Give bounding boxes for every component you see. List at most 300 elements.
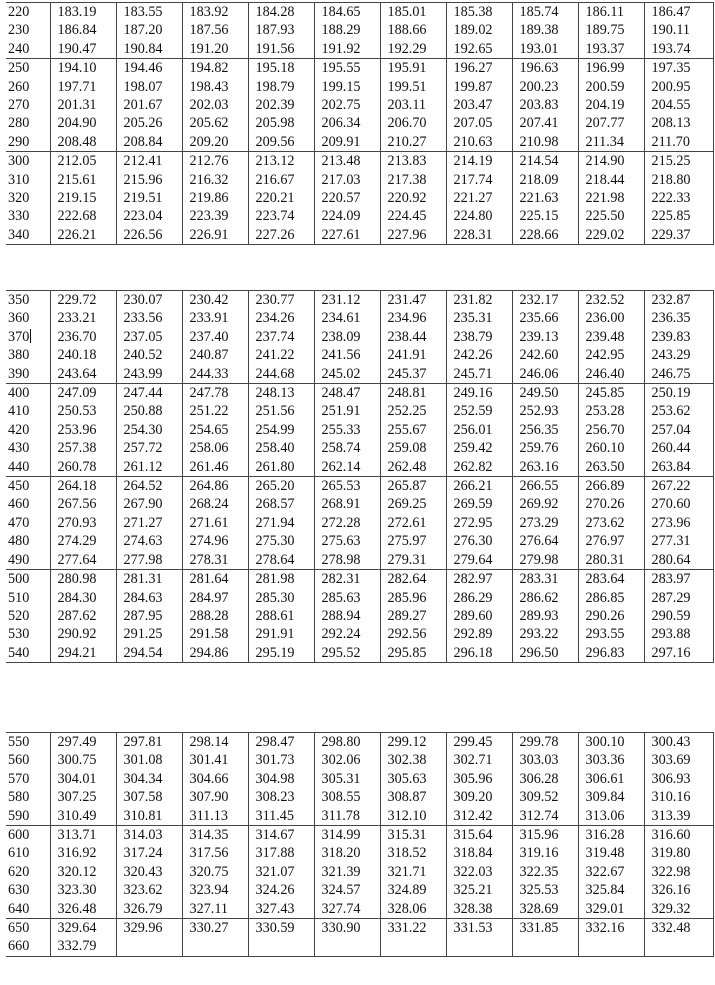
value-cell: 234.61: [314, 309, 380, 327]
value-cell: 208.48: [50, 133, 116, 152]
value-cell: 270.26: [578, 495, 644, 513]
row-key-cell: [6, 40, 50, 59]
value-cell: 310.49: [50, 807, 116, 826]
value-cell: 191.20: [182, 40, 248, 59]
value-cell: 313.06: [578, 807, 644, 826]
value-cell: 279.98: [512, 551, 578, 570]
value-cell: 236.35: [644, 309, 713, 327]
value-cell: 327.74: [314, 900, 380, 919]
value-cell: 185.74: [512, 3, 578, 22]
value-cell: [380, 937, 446, 956]
value-cell: 195.55: [314, 59, 380, 78]
value-cell: 253.28: [578, 402, 644, 420]
row-key-cell: [6, 807, 50, 826]
table-row: [6, 589, 713, 607]
value-cell: 319.80: [644, 844, 713, 862]
value-cell: 260.10: [578, 439, 644, 457]
value-cell: 266.21: [446, 477, 512, 496]
value-cell: 201.31: [50, 96, 116, 114]
text-cursor: [30, 329, 31, 343]
value-cell: 245.71: [446, 365, 512, 384]
value-cell: 235.66: [512, 309, 578, 327]
value-cell: 194.82: [182, 59, 248, 78]
value-table: [6, 290, 714, 663]
value-cell: 254.30: [116, 421, 182, 439]
value-cell: 190.84: [116, 40, 182, 59]
value-cell: 331.85: [512, 919, 578, 938]
value-cell: 280.31: [578, 551, 644, 570]
value-cell: 314.03: [116, 826, 182, 845]
value-cell: 238.44: [380, 328, 446, 346]
value-cell: 283.97: [644, 570, 713, 589]
value-cell: 265.20: [248, 477, 314, 496]
row-key-cell: [6, 826, 50, 845]
value-cell: 229.72: [50, 291, 116, 310]
value-cell: 183.19: [50, 3, 116, 22]
value-cell: 275.97: [380, 532, 446, 550]
value-cell: 295.19: [248, 644, 314, 663]
value-cell: 324.57: [314, 881, 380, 899]
row-key-cell: [6, 384, 50, 403]
value-cell: 326.79: [116, 900, 182, 919]
value-cell: 301.41: [182, 751, 248, 769]
value-cell: 243.99: [116, 365, 182, 384]
value-cell: [182, 937, 248, 956]
value-cell: 285.63: [314, 589, 380, 607]
value-cell: 216.32: [182, 171, 248, 189]
value-cell: 186.11: [578, 3, 644, 22]
value-cell: 215.96: [116, 171, 182, 189]
value-cell: 260.44: [644, 439, 713, 457]
value-cell: 298.80: [314, 733, 380, 752]
row-key: 490: [8, 551, 30, 568]
value-cell: 248.81: [380, 384, 446, 403]
value-cell: 307.58: [116, 788, 182, 806]
value-cell: [446, 937, 512, 956]
value-cell: 329.32: [644, 900, 713, 919]
value-cell: 308.55: [314, 788, 380, 806]
value-cell: 292.56: [380, 625, 446, 643]
row-key-cell: [6, 365, 50, 384]
table-row: [6, 644, 713, 663]
value-cell: 247.09: [50, 384, 116, 403]
value-cell: 205.26: [116, 114, 182, 132]
value-cell: 330.27: [182, 919, 248, 938]
value-cell: 269.25: [380, 495, 446, 513]
value-cell: 332.79: [50, 937, 116, 956]
table-row: [6, 291, 713, 310]
value-cell: 274.96: [182, 532, 248, 550]
value-cell: 321.07: [248, 863, 314, 881]
value-cell: 306.28: [512, 770, 578, 788]
value-cell: 328.69: [512, 900, 578, 919]
value-cell: 250.53: [50, 402, 116, 420]
value-cell: 250.19: [644, 384, 713, 403]
value-cell: 202.39: [248, 96, 314, 114]
value-cell: 288.28: [182, 607, 248, 625]
value-cell: [644, 937, 713, 956]
value-cell: 186.84: [50, 21, 116, 39]
value-cell: 224.45: [380, 207, 446, 225]
value-cell: 257.04: [644, 421, 713, 439]
value-cell: 286.85: [578, 589, 644, 607]
value-cell: 207.77: [578, 114, 644, 132]
row-key: 600: [8, 827, 30, 844]
value-cell: 294.54: [116, 644, 182, 663]
value-cell: 259.76: [512, 439, 578, 457]
row-key: 250: [8, 60, 30, 77]
value-cell: 258.74: [314, 439, 380, 457]
value-cell: 265.87: [380, 477, 446, 496]
value-table: [6, 2, 714, 245]
value-cell: 263.50: [578, 458, 644, 477]
table-row: [6, 607, 713, 625]
value-cell: 314.99: [314, 826, 380, 845]
value-cell: 191.56: [248, 40, 314, 59]
value-cell: 315.31: [380, 826, 446, 845]
table-row: [6, 863, 713, 881]
value-cell: 281.98: [248, 570, 314, 589]
value-cell: 212.76: [182, 152, 248, 171]
row-key-cell: [6, 59, 50, 78]
value-cell: 229.02: [578, 226, 644, 245]
table-row: [6, 495, 713, 513]
value-cell: 183.92: [182, 3, 248, 22]
value-cell: 317.56: [182, 844, 248, 862]
value-cell: 302.38: [380, 751, 446, 769]
table-section-3: [6, 732, 713, 957]
value-cell: 199.51: [380, 78, 446, 96]
row-key: 420: [8, 421, 30, 438]
value-cell: 331.22: [380, 919, 446, 938]
value-cell: 208.84: [116, 133, 182, 152]
table-row: [6, 40, 713, 59]
value-cell: 215.25: [644, 152, 713, 171]
value-cell: 281.31: [116, 570, 182, 589]
value-cell: 230.42: [182, 291, 248, 310]
value-cell: 325.21: [446, 881, 512, 899]
table-row: [6, 78, 713, 96]
value-cell: 224.80: [446, 207, 512, 225]
row-key-cell: [6, 3, 50, 22]
value-cell: 276.30: [446, 532, 512, 550]
row-key: 630: [8, 882, 30, 899]
row-key-cell: [6, 291, 50, 310]
value-cell: 268.91: [314, 495, 380, 513]
row-key-cell: [6, 402, 50, 420]
value-cell: 306.93: [644, 770, 713, 788]
value-cell: 223.04: [116, 207, 182, 225]
value-cell: 272.28: [314, 514, 380, 532]
value-cell: 318.20: [314, 844, 380, 862]
value-cell: 225.50: [578, 207, 644, 225]
value-cell: 189.75: [578, 21, 644, 39]
value-cell: 329.64: [50, 919, 116, 938]
row-key: 400: [8, 385, 30, 402]
value-cell: 201.67: [116, 96, 182, 114]
value-table: [6, 732, 714, 957]
value-cell: 226.56: [116, 226, 182, 245]
value-cell: 259.08: [380, 439, 446, 457]
value-cell: 299.45: [446, 733, 512, 752]
table-row: [6, 439, 713, 457]
value-cell: 312.10: [380, 807, 446, 826]
value-cell: 294.86: [182, 644, 248, 663]
value-cell: 196.27: [446, 59, 512, 78]
value-cell: 285.96: [380, 589, 446, 607]
row-key-cell: [6, 607, 50, 625]
value-cell: 304.34: [116, 770, 182, 788]
value-cell: 187.93: [248, 21, 314, 39]
value-cell: 278.98: [314, 551, 380, 570]
value-cell: 330.59: [248, 919, 314, 938]
row-key: 380: [8, 347, 30, 364]
value-cell: 243.64: [50, 365, 116, 384]
value-cell: 237.05: [116, 328, 182, 346]
value-cell: 227.96: [380, 226, 446, 245]
value-cell: 302.06: [314, 751, 380, 769]
value-cell: 292.89: [446, 625, 512, 643]
value-cell: 309.52: [512, 788, 578, 806]
value-cell: 287.62: [50, 607, 116, 625]
value-cell: 253.62: [644, 402, 713, 420]
value-cell: 313.71: [50, 826, 116, 845]
value-cell: 323.30: [50, 881, 116, 899]
value-cell: 187.56: [182, 21, 248, 39]
row-key-cell: [6, 532, 50, 550]
value-cell: 240.18: [50, 346, 116, 364]
value-cell: 199.87: [446, 78, 512, 96]
value-cell: 320.75: [182, 863, 248, 881]
value-cell: 254.65: [182, 421, 248, 439]
value-cell: 238.09: [314, 328, 380, 346]
value-cell: 315.64: [446, 826, 512, 845]
row-key-cell: [6, 570, 50, 589]
value-cell: 184.65: [314, 3, 380, 22]
value-cell: 211.70: [644, 133, 713, 152]
value-cell: 190.47: [50, 40, 116, 59]
value-cell: 196.63: [512, 59, 578, 78]
value-cell: 262.82: [446, 458, 512, 477]
table-row: [6, 189, 713, 207]
value-cell: 275.30: [248, 532, 314, 550]
value-cell: 251.91: [314, 402, 380, 420]
value-cell: 239.83: [644, 328, 713, 346]
row-key-cell: [6, 439, 50, 457]
value-cell: 200.59: [578, 78, 644, 96]
value-cell: 230.77: [248, 291, 314, 310]
value-cell: 318.84: [446, 844, 512, 862]
value-cell: 297.49: [50, 733, 116, 752]
value-cell: 251.22: [182, 402, 248, 420]
value-cell: 309.84: [578, 788, 644, 806]
table-row: [6, 919, 713, 938]
value-cell: 311.45: [248, 807, 314, 826]
row-key-cell: [6, 458, 50, 477]
table-row: [6, 384, 713, 403]
value-cell: 199.15: [314, 78, 380, 96]
value-cell: 271.61: [182, 514, 248, 532]
value-cell: 267.90: [116, 495, 182, 513]
value-cell: 269.59: [446, 495, 512, 513]
value-cell: 328.06: [380, 900, 446, 919]
row-key: 430: [8, 440, 30, 457]
row-key: 340: [8, 226, 30, 243]
value-cell: 283.64: [578, 570, 644, 589]
value-cell: 188.29: [314, 21, 380, 39]
value-cell: 233.91: [182, 309, 248, 327]
value-cell: 316.60: [644, 826, 713, 845]
value-cell: 191.92: [314, 40, 380, 59]
table-row: [6, 514, 713, 532]
value-cell: 294.21: [50, 644, 116, 663]
row-key-cell: [6, 78, 50, 96]
value-cell: 252.93: [512, 402, 578, 420]
value-cell: 296.83: [578, 644, 644, 663]
value-cell: 325.84: [578, 881, 644, 899]
value-cell: 316.28: [578, 826, 644, 845]
value-cell: 300.43: [644, 733, 713, 752]
value-cell: 264.18: [50, 477, 116, 496]
value-cell: 314.67: [248, 826, 314, 845]
value-cell: 323.62: [116, 881, 182, 899]
value-cell: 228.66: [512, 226, 578, 245]
row-key: 390: [8, 365, 30, 382]
row-key-cell: [6, 551, 50, 570]
value-cell: 237.74: [248, 328, 314, 346]
value-cell: 296.18: [446, 644, 512, 663]
value-cell: 239.13: [512, 328, 578, 346]
row-key: 440: [8, 458, 30, 475]
value-cell: 288.94: [314, 607, 380, 625]
row-key: 530: [8, 626, 30, 643]
value-cell: 222.68: [50, 207, 116, 225]
value-cell: 297.16: [644, 644, 713, 663]
value-cell: 211.34: [578, 133, 644, 152]
value-cell: 257.38: [50, 439, 116, 457]
value-cell: 318.52: [380, 844, 446, 862]
value-cell: 311.78: [314, 807, 380, 826]
row-key-cell: [6, 788, 50, 806]
row-key-cell: [6, 733, 50, 752]
row-key-cell: [6, 589, 50, 607]
row-key-cell: [6, 863, 50, 881]
value-cell: 221.27: [446, 189, 512, 207]
value-cell: 219.51: [116, 189, 182, 207]
value-cell: 285.30: [248, 589, 314, 607]
row-key-cell: [6, 625, 50, 643]
value-cell: 192.65: [446, 40, 512, 59]
value-cell: 208.13: [644, 114, 713, 132]
row-key-cell: [6, 751, 50, 769]
table-row: [6, 458, 713, 477]
value-cell: 284.63: [116, 589, 182, 607]
value-cell: 230.07: [116, 291, 182, 310]
row-key-cell: [6, 900, 50, 919]
value-cell: 184.28: [248, 3, 314, 22]
value-cell: 243.29: [644, 346, 713, 364]
value-cell: 324.26: [248, 881, 314, 899]
value-cell: 235.31: [446, 309, 512, 327]
table-section-2: [6, 290, 713, 663]
value-cell: 218.44: [578, 171, 644, 189]
row-key: 300: [8, 153, 30, 170]
value-cell: 214.19: [446, 152, 512, 171]
row-key-cell: [6, 937, 50, 956]
value-cell: [578, 937, 644, 956]
value-cell: 241.91: [380, 346, 446, 364]
value-cell: 220.57: [314, 189, 380, 207]
table-row: [6, 59, 713, 78]
value-cell: 300.75: [50, 751, 116, 769]
row-key-cell: [6, 495, 50, 513]
row-key-cell: [6, 346, 50, 364]
value-cell: 225.85: [644, 207, 713, 225]
value-cell: 331.53: [446, 919, 512, 938]
value-cell: 185.01: [380, 3, 446, 22]
value-cell: 246.75: [644, 365, 713, 384]
value-cell: 219.15: [50, 189, 116, 207]
value-cell: 299.78: [512, 733, 578, 752]
value-cell: 197.71: [50, 78, 116, 96]
row-key: 290: [8, 133, 30, 150]
value-cell: 242.60: [512, 346, 578, 364]
table-row: [6, 477, 713, 496]
row-key: 580: [8, 789, 30, 806]
value-cell: 203.83: [512, 96, 578, 114]
value-cell: 282.97: [446, 570, 512, 589]
value-cell: 289.27: [380, 607, 446, 625]
value-cell: 307.90: [182, 788, 248, 806]
value-cell: 221.63: [512, 189, 578, 207]
row-key-cell: [6, 328, 50, 346]
value-cell: 192.29: [380, 40, 446, 59]
row-key: 500: [8, 571, 30, 588]
value-cell: 313.39: [644, 807, 713, 826]
value-cell: 263.84: [644, 458, 713, 477]
value-cell: 214.90: [578, 152, 644, 171]
value-cell: 186.47: [644, 3, 713, 22]
value-cell: 194.46: [116, 59, 182, 78]
value-cell: 267.22: [644, 477, 713, 496]
value-cell: 247.78: [182, 384, 248, 403]
value-cell: 321.39: [314, 863, 380, 881]
value-cell: 195.91: [380, 59, 446, 78]
value-cell: 277.31: [644, 532, 713, 550]
value-cell: 244.33: [182, 365, 248, 384]
table-row: [6, 421, 713, 439]
value-cell: 187.20: [116, 21, 182, 39]
value-cell: 309.20: [446, 788, 512, 806]
value-cell: 314.35: [182, 826, 248, 845]
value-cell: 329.01: [578, 900, 644, 919]
value-cell: 245.85: [578, 384, 644, 403]
value-cell: 287.95: [116, 607, 182, 625]
value-cell: 216.67: [248, 171, 314, 189]
row-key: 640: [8, 900, 30, 917]
row-key: 470: [8, 514, 30, 531]
value-cell: 261.80: [248, 458, 314, 477]
table-row: [6, 365, 713, 384]
value-cell: 317.88: [248, 844, 314, 862]
value-cell: 263.16: [512, 458, 578, 477]
value-cell: 249.50: [512, 384, 578, 403]
value-cell: 325.53: [512, 881, 578, 899]
value-cell: 311.13: [182, 807, 248, 826]
value-cell: 322.03: [446, 863, 512, 881]
value-cell: 268.57: [248, 495, 314, 513]
value-cell: 226.21: [50, 226, 116, 245]
